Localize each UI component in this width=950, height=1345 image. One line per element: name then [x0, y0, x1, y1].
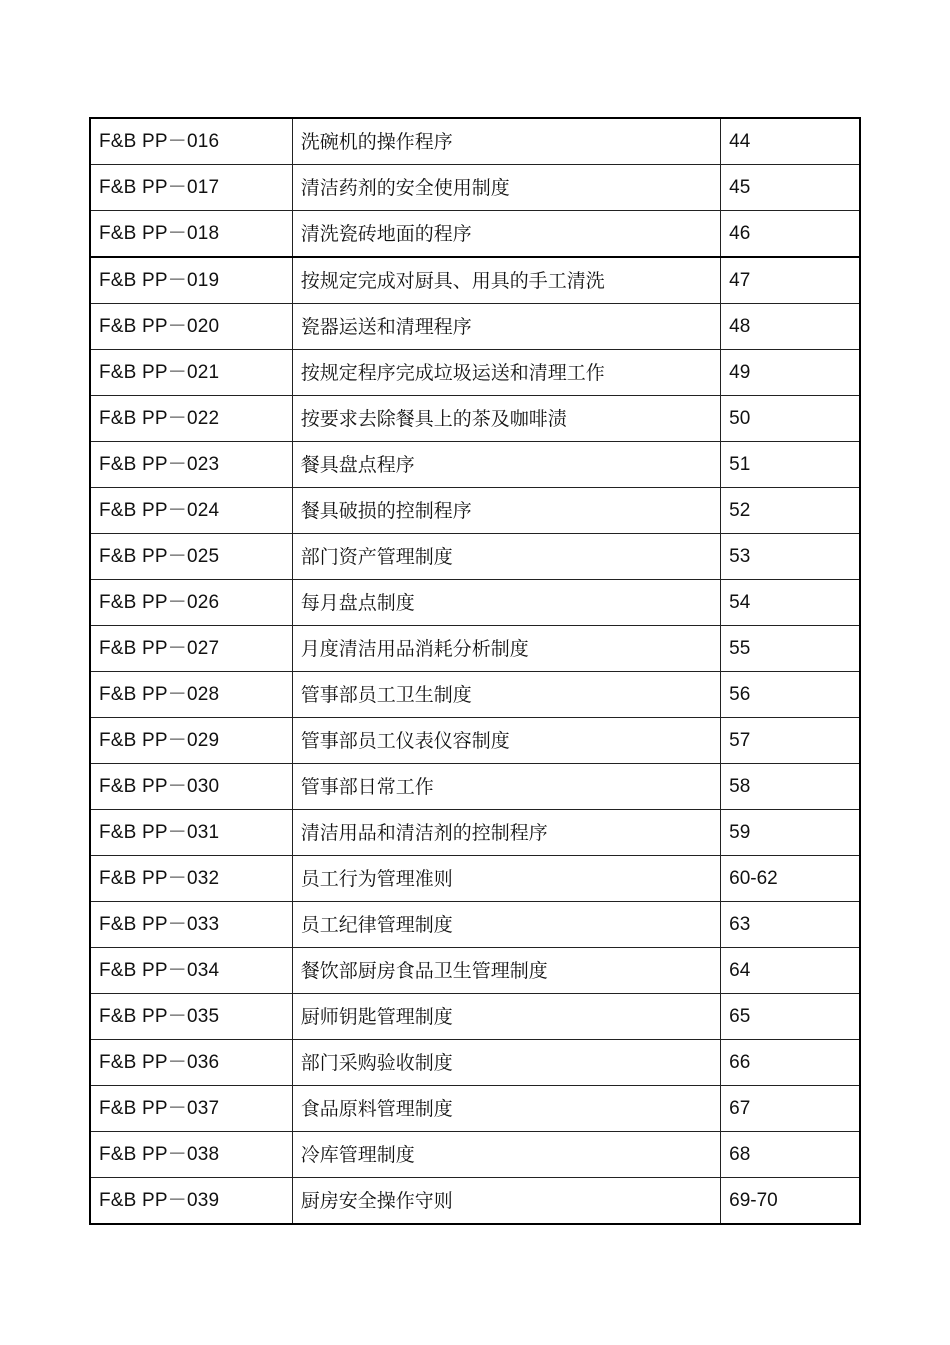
toc-title-cell: 洗碗机的操作程序 — [292, 118, 720, 165]
toc-title-cell: 厨房安全操作守则 — [292, 1178, 720, 1225]
toc-row — [90, 118, 860, 165]
toc-page-cell: 50 — [721, 396, 860, 442]
toc-title-cell: 按规定完成对厨具、用具的手工清洗 — [292, 257, 720, 304]
toc-page-cell: 57 — [721, 718, 860, 764]
toc-row — [90, 304, 860, 350]
toc-row — [90, 948, 860, 994]
toc-page-cell: 56 — [721, 672, 860, 718]
toc-page-cell: 55 — [721, 626, 860, 672]
toc-code-cell: F&B PP－018 — [90, 211, 292, 258]
toc-code-cell: F&B PP－027 — [90, 626, 292, 672]
toc-page-cell: 60-62 — [721, 856, 860, 902]
toc-row — [90, 580, 860, 626]
toc-row — [90, 488, 860, 534]
toc-title-cell: 餐具破损的控制程序 — [292, 488, 720, 534]
toc-code-cell: F&B PP－017 — [90, 165, 292, 211]
toc-row — [90, 718, 860, 764]
toc-body — [90, 118, 860, 1224]
toc-row — [90, 396, 860, 442]
toc-row — [90, 350, 860, 396]
toc-title-cell: 瓷器运送和清理程序 — [292, 304, 720, 350]
toc-page-cell: 66 — [721, 1040, 860, 1086]
toc-code-cell: F&B PP－039 — [90, 1178, 292, 1225]
toc-page-cell: 69-70 — [721, 1178, 860, 1225]
toc-code-cell: F&B PP－023 — [90, 442, 292, 488]
toc-code-cell: F&B PP－029 — [90, 718, 292, 764]
toc-page-cell: 49 — [721, 350, 860, 396]
toc-page-cell: 59 — [721, 810, 860, 856]
toc-code-cell: F&B PP－037 — [90, 1086, 292, 1132]
toc-code-cell: F&B PP－038 — [90, 1132, 292, 1178]
toc-title-cell: 部门采购验收制度 — [292, 1040, 720, 1086]
toc-page-cell: 45 — [721, 165, 860, 211]
toc-row — [90, 626, 860, 672]
toc-code-cell: F&B PP－032 — [90, 856, 292, 902]
toc-code-cell: F&B PP－035 — [90, 994, 292, 1040]
toc-title-cell: 食品原料管理制度 — [292, 1086, 720, 1132]
toc-code-cell: F&B PP－020 — [90, 304, 292, 350]
toc-title-cell: 清洗瓷砖地面的程序 — [292, 211, 720, 258]
toc-title-cell: 清洁用品和清洁剂的控制程序 — [292, 810, 720, 856]
toc-page-cell: 58 — [721, 764, 860, 810]
toc-title-cell: 按规定程序完成垃圾运送和清理工作 — [292, 350, 720, 396]
toc-row — [90, 764, 860, 810]
toc-code-cell: F&B PP－028 — [90, 672, 292, 718]
toc-page-cell: 47 — [721, 257, 860, 304]
toc-title-cell: 清洁药剂的安全使用制度 — [292, 165, 720, 211]
toc-title-cell: 每月盘点制度 — [292, 580, 720, 626]
toc-code-cell: F&B PP－024 — [90, 488, 292, 534]
toc-page-cell: 65 — [721, 994, 860, 1040]
toc-page-cell: 67 — [721, 1086, 860, 1132]
toc-title-cell: 冷库管理制度 — [292, 1132, 720, 1178]
toc-code-cell: F&B PP－036 — [90, 1040, 292, 1086]
toc-row — [90, 442, 860, 488]
toc-row — [90, 810, 860, 856]
toc-title-cell: 按要求去除餐具上的茶及咖啡渍 — [292, 396, 720, 442]
toc-title-cell: 管事部日常工作 — [292, 764, 720, 810]
toc-page-cell: 48 — [721, 304, 860, 350]
toc-table — [89, 117, 861, 1225]
toc-row — [90, 1040, 860, 1086]
toc-page-cell: 53 — [721, 534, 860, 580]
toc-title-cell: 餐具盘点程序 — [292, 442, 720, 488]
toc-title-cell: 管事部员工仪表仪容制度 — [292, 718, 720, 764]
toc-title-cell: 员工纪律管理制度 — [292, 902, 720, 948]
toc-title-cell: 管事部员工卫生制度 — [292, 672, 720, 718]
toc-code-cell: F&B PP－016 — [90, 118, 292, 165]
toc-page-cell: 51 — [721, 442, 860, 488]
toc-page-cell: 54 — [721, 580, 860, 626]
toc-title-cell: 月度清洁用品消耗分析制度 — [292, 626, 720, 672]
toc-page-cell: 63 — [721, 902, 860, 948]
toc-row — [90, 211, 860, 258]
toc-row — [90, 534, 860, 580]
toc-code-cell: F&B PP－022 — [90, 396, 292, 442]
toc-row — [90, 1086, 860, 1132]
toc-page-cell: 44 — [721, 118, 860, 165]
toc-title-cell: 厨师钥匙管理制度 — [292, 994, 720, 1040]
toc-title-cell: 餐饮部厨房食品卫生管理制度 — [292, 948, 720, 994]
toc-page-cell: 46 — [721, 211, 860, 258]
toc-row — [90, 994, 860, 1040]
toc-code-cell: F&B PP－031 — [90, 810, 292, 856]
toc-row — [90, 856, 860, 902]
toc-code-cell: F&B PP－026 — [90, 580, 292, 626]
toc-code-cell: F&B PP－025 — [90, 534, 292, 580]
toc-code-cell: F&B PP－033 — [90, 902, 292, 948]
toc-title-cell: 部门资产管理制度 — [292, 534, 720, 580]
toc-row — [90, 1178, 860, 1225]
toc-code-cell: F&B PP－030 — [90, 764, 292, 810]
toc-title-cell: 员工行为管理准则 — [292, 856, 720, 902]
toc-row — [90, 165, 860, 211]
toc-row — [90, 902, 860, 948]
toc-page-cell: 64 — [721, 948, 860, 994]
toc-code-cell: F&B PP－021 — [90, 350, 292, 396]
toc-page-cell: 68 — [721, 1132, 860, 1178]
toc-code-cell: F&B PP－019 — [90, 257, 292, 304]
toc-code-cell: F&B PP－034 — [90, 948, 292, 994]
toc-row — [90, 257, 860, 304]
toc-page-cell: 52 — [721, 488, 860, 534]
toc-row — [90, 1132, 860, 1178]
toc-row — [90, 672, 860, 718]
